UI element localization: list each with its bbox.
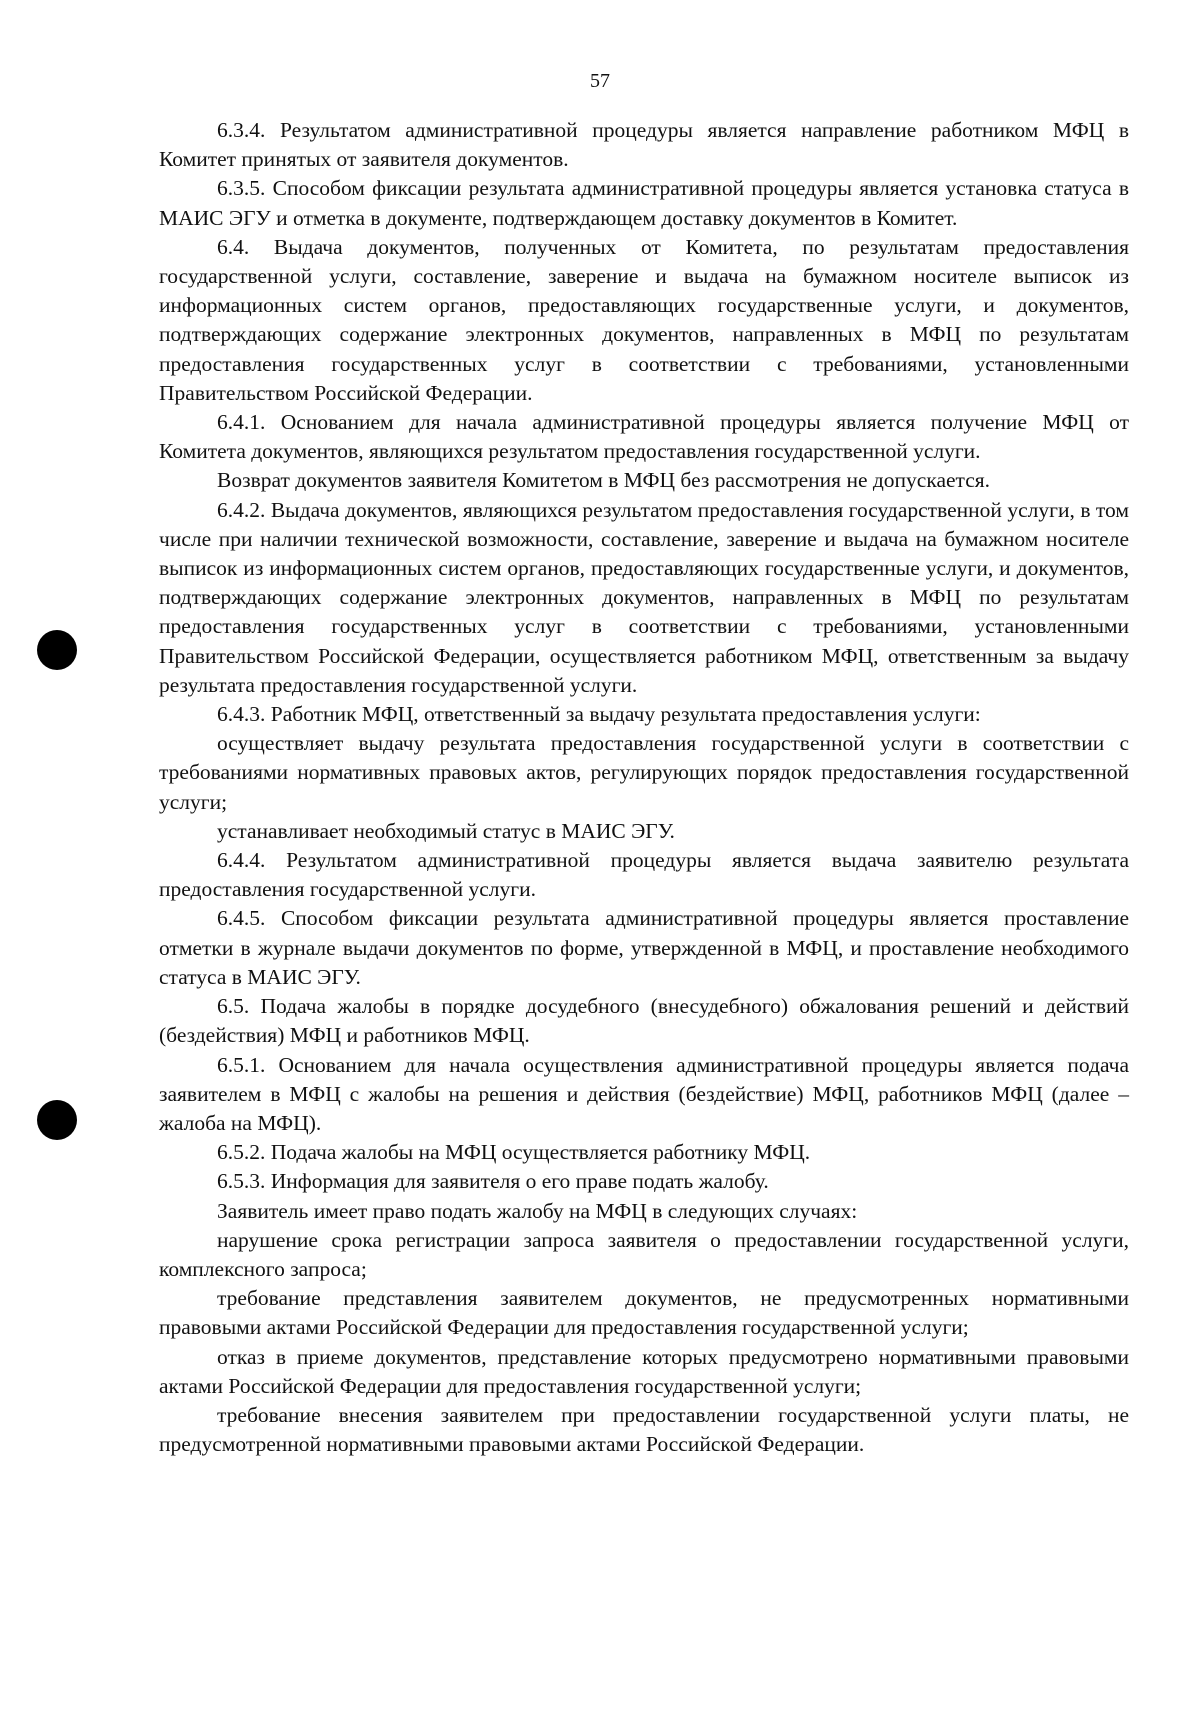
paragraph: 6.5.2. Подача жалобы на МФЦ осуществляется работнику МФЦ.: [217, 1140, 811, 1165]
paragraph: 6.4.5. Способом фиксации результата административной процедуры является проставление отметки в журнале выдачи документов по форме, утвержденной в МФЦ, и проставление необходимого статуса в МАИС ЭГУ.: [159, 906, 1129, 989]
paragraph: 6.5.3. Информация для заявителя о его праве подать жалобу.: [217, 1169, 769, 1194]
paragraph: 6.4.2. Выдача документов, являющихся результатом предоставления государственной услуги, в том числе при наличии технической возможности, составление, заверение и выдача на бумажном носителе выписок из информационных систем органов, предоставляющих государственные услуги, и документов, подтверждающих содержание электронных документов, направленных в МФЦ по результатам предоставления государственных услуг в соответствии с требованиями, установленными Правительством Российской Федерации, осуществляется работником МФЦ, ответственным за выдачу результата предоставления государственной услуги.: [159, 497, 1129, 697]
paragraph: осуществляет выдачу результата предоставления государственной услуги в соответствии с требованиями нормативных правовых актов, регулирующих порядок предоставления государственной услуги;: [159, 731, 1129, 814]
paragraph: 6.4.4. Результатом административной процедуры является выдача заявителю результата предоставления государственной услуги.: [159, 848, 1129, 902]
paragraph: отказ в приеме документов, представление которых предусмотрено нормативными правовыми актами Российской Федерации для предоставления государственной услуги;: [159, 1344, 1129, 1398]
paragraph: 6.4. Выдача документов, полученных от Комитета, по результатам предоставления государственной услуги, составление, заверение и выдача на бумажном носителе выписок из информационных систем органов, предоставляющих государственные услуги, и документов, подтверждающих содержание электронных документов, направленных в МФЦ по результатам предоставления государственных услуг в соответствии с требованиями, установленными Правительством Российской Федерации.: [159, 234, 1129, 405]
paragraph: нарушение срока регистрации запроса заявителя о предоставлении государственной услуги, комплексного запроса;: [159, 1227, 1129, 1281]
paragraph: требование представления заявителем документов, не предусмотренных нормативными правовыми актами Российской Федерации для предоставления государственной услуги;: [159, 1286, 1129, 1340]
paragraph: устанавливает необходимый статус в МАИС ЭГУ.: [217, 818, 675, 843]
paragraph: Заявитель имеет право подать жалобу на МФЦ в следующих случаях:: [217, 1198, 858, 1223]
paragraph: 6.3.4. Результатом административной процедуры является направление работником МФЦ в Комитет принятых от заявителя документов.: [159, 118, 1129, 172]
paragraph: 6.3.5. Способом фиксации результата административной процедуры является установка статуса в МАИС ЭГУ и отметка в документе, подтверждающем доставку документов в Комитет.: [159, 176, 1129, 230]
paragraph: Возврат документов заявителя Комитетом в МФЦ без рассмотрения не допускается.: [217, 468, 991, 493]
paragraph: 6.5.1. Основанием для начала осуществления административной процедуры является подача заявителем в МФЦ с жалобы на решения и действия (бездействие) МФЦ, работников МФЦ (далее – жалоба на МФЦ).: [159, 1052, 1129, 1135]
paragraph: 6.4.1. Основанием для начала административной процедуры является получение МФЦ от Комитета документов, являющихся результатом предоставления государственной услуги.: [159, 410, 1129, 464]
binder-hole: [37, 1100, 77, 1140]
paragraph: требование внесения заявителем при предоставлении государственной услуги платы, не предусмотренной нормативными правовыми актами Российской Федерации.: [159, 1402, 1129, 1457]
paragraph: 6.5. Подача жалобы в порядке досудебного (внесудебного) обжалования решений и действий (бездействия) МФЦ и работников МФЦ.: [159, 994, 1129, 1048]
page-number: 57: [590, 70, 610, 92]
binder-hole: [37, 630, 77, 670]
paragraph: 6.4.3. Работник МФЦ, ответственный за выдачу результата предоставления услуги:: [217, 702, 981, 727]
document-body: [159, 116, 1129, 1459]
